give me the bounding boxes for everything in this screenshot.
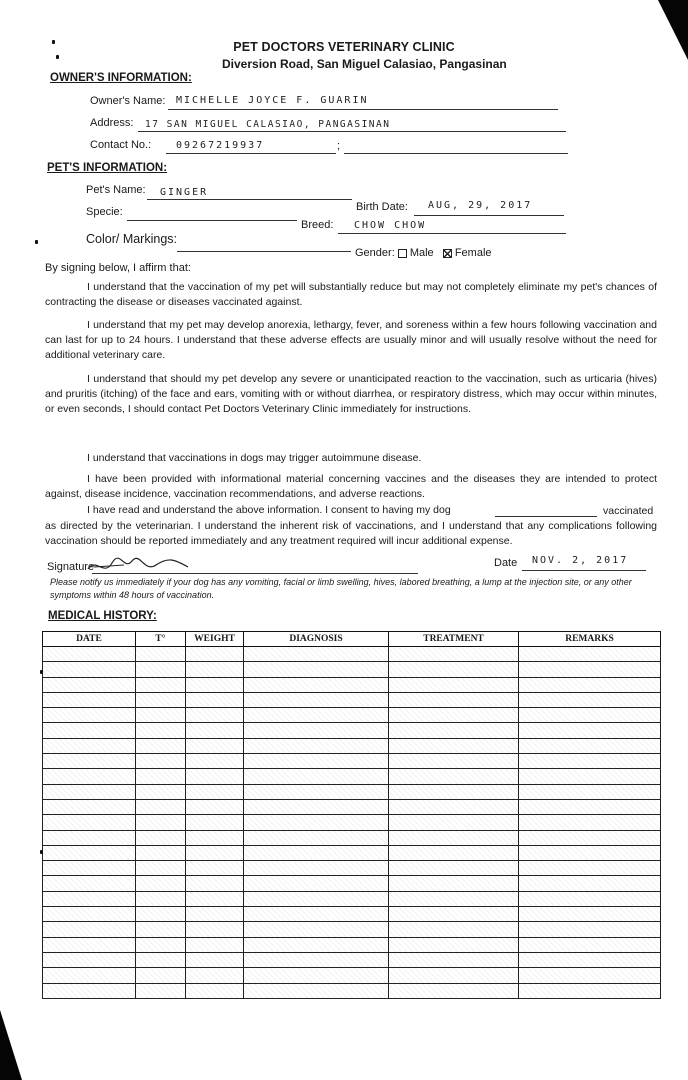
table-cell[interactable] — [43, 830, 136, 845]
column-header-date: DATE — [43, 632, 136, 647]
table-cell[interactable] — [186, 922, 244, 937]
female-checkbox[interactable] — [443, 249, 452, 258]
table-cell[interactable] — [519, 769, 661, 784]
table-cell[interactable] — [519, 662, 661, 677]
table-cell[interactable] — [136, 845, 186, 860]
table-cell[interactable] — [43, 815, 136, 830]
contact-separator: ; — [337, 140, 341, 152]
table-row — [43, 891, 661, 906]
table-cell[interactable] — [244, 907, 389, 922]
table-cell[interactable] — [43, 907, 136, 922]
table-cell[interactable] — [389, 983, 519, 998]
owner-section-title: OWNER'S INFORMATION: — [50, 72, 192, 84]
table-cell[interactable] — [43, 784, 136, 799]
table-cell[interactable] — [244, 845, 389, 860]
consent-paragraph-4: I understand that vaccinations in dogs may trigger autoimmune disease. — [87, 452, 422, 464]
table-cell[interactable] — [389, 677, 519, 692]
owner-address-label: Address: — [90, 117, 134, 129]
breed-value[interactable]: CHOW CHOW — [354, 220, 427, 231]
table-cell[interactable] — [389, 907, 519, 922]
pet-name-value[interactable]: GINGER — [160, 187, 209, 198]
table-cell[interactable] — [136, 907, 186, 922]
table-cell[interactable] — [43, 708, 136, 723]
scan-speck — [35, 240, 38, 244]
table-cell[interactable] — [43, 754, 136, 769]
table-cell[interactable] — [244, 922, 389, 937]
table-cell[interactable] — [186, 799, 244, 814]
table-cell[interactable] — [244, 861, 389, 876]
medical-history-title: MEDICAL HISTORY: — [48, 610, 157, 622]
table-cell[interactable] — [519, 983, 661, 998]
table-cell[interactable] — [136, 738, 186, 753]
table-cell[interactable] — [136, 830, 186, 845]
table-row — [43, 845, 661, 860]
signature-label: Signature — [47, 561, 95, 573]
table-cell[interactable] — [519, 876, 661, 891]
breed-line — [338, 233, 566, 234]
table-cell[interactable] — [519, 845, 661, 860]
column-header-treatment: TREATMENT — [389, 632, 519, 647]
table-row — [43, 876, 661, 891]
scan-speck — [56, 55, 59, 59]
table-row — [43, 677, 661, 692]
pet-name-line — [147, 199, 352, 200]
table-row — [43, 738, 661, 753]
pet-name-label: Pet's Name: — [86, 184, 146, 196]
table-cell[interactable] — [519, 784, 661, 799]
table-row — [43, 983, 661, 998]
table-cell[interactable] — [519, 968, 661, 983]
table-cell[interactable] — [186, 769, 244, 784]
post-vaccination-note: Please notify us immediately if your dog has any vomiting, facial or limb swelling, hives, labored breathing, a lump at the injection site, or any other symptoms within 48 hours of vaccination. — [50, 577, 632, 600]
table-cell[interactable] — [389, 968, 519, 983]
birth-date-line — [414, 215, 564, 216]
table-cell[interactable] — [519, 937, 661, 952]
table-cell[interactable] — [136, 937, 186, 952]
table-cell[interactable] — [136, 647, 186, 662]
specie-line — [127, 220, 297, 221]
owner-address-value[interactable]: 17 SAN MIGUEL CALASIAO, PANGASINAN — [145, 119, 391, 130]
table-cell[interactable] — [186, 907, 244, 922]
table-cell[interactable] — [186, 952, 244, 967]
consent-intro: By signing below, I affirm that: — [45, 262, 191, 274]
table-cell[interactable] — [244, 830, 389, 845]
column-header-weight: WEIGHT — [186, 632, 244, 647]
table-cell[interactable] — [136, 922, 186, 937]
table-cell[interactable] — [389, 952, 519, 967]
table-cell[interactable] — [43, 937, 136, 952]
table-cell[interactable] — [136, 723, 186, 738]
scan-corner-bottom-left — [0, 1010, 22, 1080]
male-label: Male — [409, 247, 434, 259]
table-cell[interactable] — [43, 769, 136, 784]
table-cell[interactable] — [186, 754, 244, 769]
owner-contact-value[interactable]: 09267219937 — [176, 140, 265, 151]
table-cell[interactable] — [186, 662, 244, 677]
table-cell[interactable] — [519, 907, 661, 922]
table-cell[interactable] — [136, 692, 186, 707]
table-cell[interactable] — [519, 692, 661, 707]
owner-contact-line — [166, 153, 336, 154]
table-cell[interactable] — [244, 891, 389, 906]
clinic-address: Diversion Road, San Miguel Calasiao, Pangasinan — [222, 57, 507, 71]
table-cell[interactable] — [186, 677, 244, 692]
table-cell[interactable] — [389, 708, 519, 723]
table-cell[interactable] — [136, 876, 186, 891]
table-cell[interactable] — [519, 891, 661, 906]
scan-speck — [40, 850, 43, 854]
table-cell[interactable] — [389, 784, 519, 799]
table-cell[interactable] — [389, 830, 519, 845]
table-cell[interactable] — [389, 922, 519, 937]
table-row — [43, 647, 661, 662]
table-cell[interactable] — [519, 830, 661, 845]
table-row — [43, 708, 661, 723]
table-cell[interactable] — [43, 692, 136, 707]
table-cell[interactable] — [43, 723, 136, 738]
table-cell[interactable] — [186, 708, 244, 723]
table-row — [43, 723, 661, 738]
column-header-temperature: T° — [136, 632, 186, 647]
consent-paragraph-3: I understand that should my pet develop any severe or unanticipated reaction to the vaccination, such as urticaria (hives) and pruritis (itching) of the face and ears, vomiting with or without diarrhea, or respiratory distress, which may occur within minutes, or even seconds, I should contact Pet Doctors Veterinary Clinic immediately for instructions. — [45, 373, 657, 415]
table-cell[interactable] — [244, 647, 389, 662]
table-row — [43, 861, 661, 876]
table-cell[interactable] — [136, 784, 186, 799]
table-cell[interactable] — [186, 738, 244, 753]
birth-date-label: Birth Date: — [356, 201, 408, 213]
table-cell[interactable] — [519, 922, 661, 937]
table-cell[interactable] — [389, 692, 519, 707]
gender-label: Gender: Male Female — [355, 247, 492, 259]
table-cell[interactable] — [244, 769, 389, 784]
table-cell[interactable] — [244, 937, 389, 952]
table-cell[interactable] — [136, 891, 186, 906]
table-cell[interactable] — [43, 845, 136, 860]
table-row — [43, 830, 661, 845]
table-cell[interactable] — [244, 876, 389, 891]
table-cell[interactable] — [244, 968, 389, 983]
table-row — [43, 799, 661, 814]
table-cell[interactable] — [43, 922, 136, 937]
owner-name-line — [168, 109, 558, 110]
owner-address-line — [138, 131, 566, 132]
signed-date-value[interactable]: NOV. 2, 2017 — [532, 555, 629, 566]
table-cell[interactable] — [389, 662, 519, 677]
color-markings-line — [177, 251, 351, 252]
birth-date-value[interactable]: AUG, 29, 2017 — [428, 200, 533, 211]
female-label: Female — [454, 247, 492, 259]
table-cell[interactable] — [389, 723, 519, 738]
table-cell[interactable] — [389, 815, 519, 830]
table-cell[interactable] — [136, 983, 186, 998]
table-row — [43, 952, 661, 967]
table-cell[interactable] — [136, 815, 186, 830]
table-cell[interactable] — [186, 876, 244, 891]
medical-history-table — [42, 631, 661, 999]
table-cell[interactable] — [244, 784, 389, 799]
table-row — [43, 662, 661, 677]
table-cell[interactable] — [389, 891, 519, 906]
table-cell[interactable] — [519, 952, 661, 967]
table-cell[interactable] — [389, 799, 519, 814]
table-cell[interactable] — [389, 937, 519, 952]
table-cell[interactable] — [519, 708, 661, 723]
owner-name-label: Owner's Name: — [90, 95, 166, 107]
column-header-remarks: REMARKS — [519, 632, 661, 647]
table-cell[interactable] — [519, 723, 661, 738]
consent-paragraph-5: I have been provided with informational material concerning vaccines and the diseases they are intended to protect against, disease incidence, vaccination recommendations, and adverse reactions. — [45, 473, 657, 500]
table-cell[interactable] — [519, 738, 661, 753]
table-cell[interactable] — [186, 861, 244, 876]
table-cell[interactable] — [43, 647, 136, 662]
table-row — [43, 937, 661, 952]
table-cell[interactable] — [43, 952, 136, 967]
table-cell[interactable] — [136, 952, 186, 967]
table-cell[interactable] — [186, 647, 244, 662]
table-cell[interactable] — [136, 968, 186, 983]
column-header-diagnosis: DIAGNOSIS — [244, 632, 389, 647]
table-cell[interactable] — [389, 754, 519, 769]
table-cell[interactable] — [136, 754, 186, 769]
table-cell[interactable] — [519, 754, 661, 769]
table-cell[interactable] — [186, 937, 244, 952]
table-cell[interactable] — [136, 799, 186, 814]
consent-paragraph-2: I understand that my pet may develop anorexia, lethargy, fever, and soreness within a few hours following vaccination and can last for up to 24 hours. I understand that these adverse effects are usually minor and will usually resolve without the need for additional veterinary care. — [45, 319, 657, 361]
table-cell[interactable] — [244, 952, 389, 967]
table-row — [43, 907, 661, 922]
table-row — [43, 784, 661, 799]
table-cell[interactable] — [43, 662, 136, 677]
table-cell[interactable] — [186, 815, 244, 830]
table-cell[interactable] — [389, 876, 519, 891]
table-cell[interactable] — [244, 738, 389, 753]
table-cell[interactable] — [519, 861, 661, 876]
table-cell[interactable] — [186, 891, 244, 906]
table-cell[interactable] — [43, 738, 136, 753]
table-cell[interactable] — [43, 861, 136, 876]
table-cell[interactable] — [519, 677, 661, 692]
table-cell[interactable] — [519, 815, 661, 830]
table-cell[interactable] — [186, 692, 244, 707]
table-cell[interactable] — [186, 968, 244, 983]
table-cell[interactable] — [389, 738, 519, 753]
table-cell[interactable] — [389, 769, 519, 784]
table-row — [43, 754, 661, 769]
pet-section-title: PET'S INFORMATION: — [47, 162, 168, 174]
table-cell[interactable] — [136, 677, 186, 692]
table-cell[interactable] — [43, 799, 136, 814]
table-row — [43, 922, 661, 937]
table-cell[interactable] — [136, 769, 186, 784]
table-cell[interactable] — [43, 876, 136, 891]
table-cell[interactable] — [244, 983, 389, 998]
owner-contact-label: Contact No.: — [90, 139, 152, 151]
specie-label: Specie: — [86, 206, 123, 218]
table-cell[interactable] — [244, 677, 389, 692]
scan-speck — [52, 40, 55, 44]
table-cell[interactable] — [186, 784, 244, 799]
table-row — [43, 769, 661, 784]
table-header-row — [43, 632, 661, 647]
table-row — [43, 815, 661, 830]
signed-date-line — [522, 570, 646, 571]
table-cell[interactable] — [136, 861, 186, 876]
table-cell[interactable] — [136, 708, 186, 723]
table-cell[interactable] — [43, 983, 136, 998]
table-cell[interactable] — [244, 708, 389, 723]
table-row — [43, 692, 661, 707]
table-cell[interactable] — [186, 830, 244, 845]
table-cell[interactable] — [43, 891, 136, 906]
table-cell[interactable] — [136, 662, 186, 677]
color-markings-label: Color/ Markings: — [86, 232, 177, 246]
table-cell[interactable] — [244, 692, 389, 707]
table-cell[interactable] — [186, 723, 244, 738]
table-cell[interactable] — [389, 861, 519, 876]
table-cell[interactable] — [519, 647, 661, 662]
consent-final-part-1: I have read and understand the above information. I consent to having my dog — [87, 504, 451, 516]
table-cell[interactable] — [519, 799, 661, 814]
table-cell[interactable] — [244, 799, 389, 814]
owner-name-value[interactable]: MICHELLE JOYCE F. GUARIN — [176, 95, 369, 106]
table-cell[interactable] — [244, 723, 389, 738]
signed-date-label: Date — [494, 557, 518, 569]
table-cell[interactable] — [43, 968, 136, 983]
signature-scribble — [84, 555, 194, 577]
breed-label: Breed: — [301, 219, 334, 231]
table-cell[interactable] — [186, 845, 244, 860]
table-cell[interactable] — [43, 677, 136, 692]
scan-speck — [40, 670, 43, 674]
table-cell[interactable] — [389, 647, 519, 662]
consent-paragraph-1: I understand that the vaccination of my pet will substantially reduce but may not completely eliminate my pet's chances of contracting the disease or diseases vaccinated against. — [45, 281, 657, 308]
table-cell[interactable] — [244, 662, 389, 677]
clinic-name: PET DOCTORS VETERINARY CLINIC — [233, 40, 455, 54]
male-checkbox[interactable] — [398, 249, 407, 258]
table-cell[interactable] — [244, 754, 389, 769]
table-cell[interactable] — [389, 845, 519, 860]
owner-contact-line-2 — [344, 153, 568, 154]
table-cell[interactable] — [186, 983, 244, 998]
consent-final-part-2: vaccinated as directed by the veterinarian. I understand the inherent risk of vaccinations, and I understand that any complications following vaccination should be reported immediately and any treatment required will incur additional expense. — [45, 505, 657, 547]
table-row — [43, 968, 661, 983]
table-cell[interactable] — [244, 815, 389, 830]
